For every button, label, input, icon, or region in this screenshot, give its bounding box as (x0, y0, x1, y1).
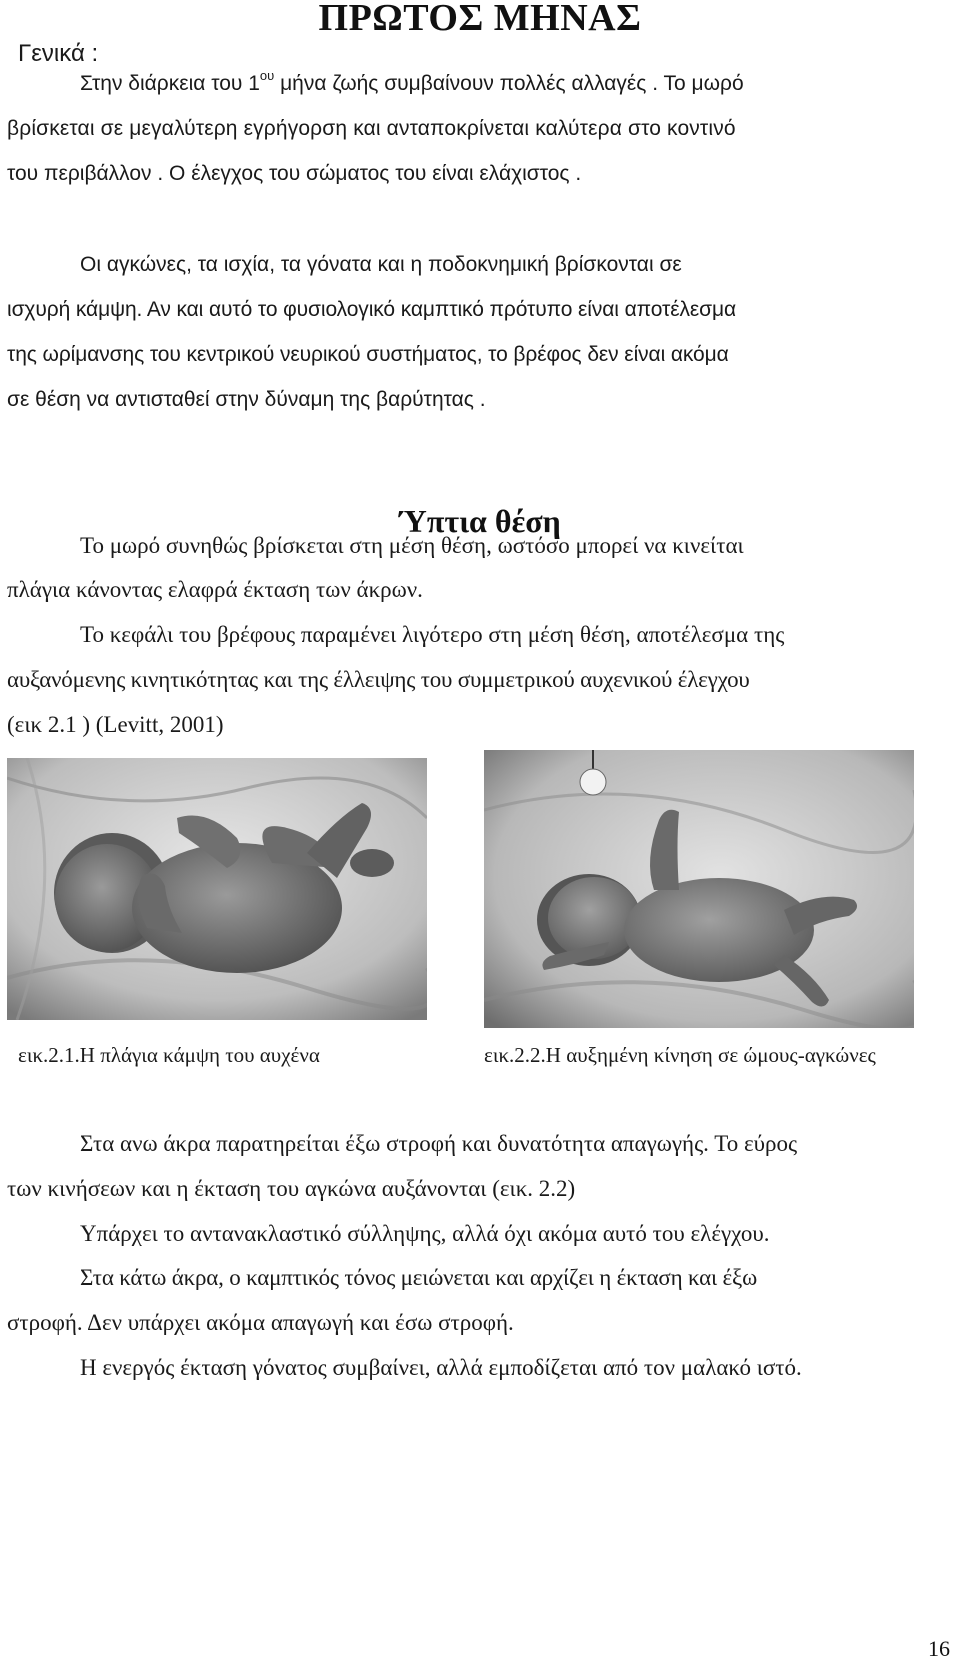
infant-lateral-flexion-image (7, 758, 427, 1020)
arms-p4: Η ενεργός έκταση γόνατος συμβαίνει, αλλά εμποδίζεται από τον μαλακό ιστό. (80, 1355, 802, 1380)
figure-2-2-photo (484, 750, 914, 1028)
supine-p2-line-2: αυξανόμενης κινητικότητας και της έλλειψης του συμμετρικού αυχενικού έλεγχου (7, 667, 750, 692)
arms-p1-line-2: των κινήσεων και η έκταση του αγκώνα αυξάνονται (εικ. 2.2) (7, 1176, 576, 1201)
ordinal-superscript: ου (259, 68, 275, 83)
intro-line-1-text: Στην διάρκεια του $1^{o\upsilon}$ μήνα ζωής συμβαίνουν πολλές αλλαγές . Το μωρό (80, 68, 744, 95)
infant-shoulder-elbow-movement-image (484, 750, 914, 1028)
section-title-supine: Ύπτια θέση (399, 503, 561, 539)
flexion-line-1: Οι αγκώνες, τα ισχία, τα γόνατα και η ποδοκνημική βρίσκονται σε (80, 253, 682, 276)
intro-line-3: του περιβάλλον . Ο έλεγχος του σώματος του είναι ελάχιστος . (7, 162, 582, 185)
arms-p2: Υπάρχει το αντανακλαστικό σύλληψης, αλλά όχι ακόμα αυτό του ελέγχου. (80, 1221, 770, 1246)
figure-2-1-caption: εικ.2.1.Η πλάγια κάμψη του αυχένα (18, 1043, 320, 1067)
flexion-line-4: σε θέση να αντισταθεί στην δύναμη της βαρύτητας . (7, 388, 486, 411)
page-title: ΠΡΩΤΟΣ ΜΗΝΑΣ (318, 0, 642, 39)
supine-p2-line-3: (εικ 2.1 ) (Levitt, 2001) (7, 712, 224, 737)
arms-p3-line-2: στροφή. Δεν υπάρχει ακόμα απαγωγή και έσω στροφή. (7, 1310, 514, 1335)
figure-2-1-photo (7, 758, 427, 1020)
page-number: 16 (928, 1636, 950, 1661)
arms-p1-line-1: Στα ανω άκρα παρατηρείται έξω στροφή και δυνατότητα απαγωγής. Το εύρος (80, 1131, 798, 1156)
intro-line-2: βρίσκεται σε μεγαλύτερη εγρήγορση και ανταποκρίνεται καλύτερα στο κοντινό (7, 117, 736, 140)
intro-line-1 (80, 68, 946, 96)
flexion-line-3: της ωρίμανσης του κεντρικού νευρικού συστήματος, το βρέφος δεν είναι ακόμα (7, 343, 729, 366)
figure-2-2-caption: εικ.2.2.Η αυξημένη κίνηση σε ώμους-αγκώνες (484, 1043, 876, 1067)
general-heading: Γενικά : (18, 40, 99, 67)
supine-p2-line-1: Το κεφάλι του βρέφους παραμένει λιγότερο στη μέση θέση, αποτέλεσμα της (80, 622, 785, 647)
flexion-line-2: ισχυρή κάμψη. Αν και αυτό το φυσιολογικό καμπτικό πρότυπο είναι αποτέλεσμα (7, 298, 737, 321)
supine-p1-line-1: Το μωρό συνηθώς βρίσκεται στη μέση θέση, ωστόσο μπορεί να κινείται (80, 533, 744, 558)
arms-p3-line-1: Στα κάτω άκρα, ο καμπτικός τόνος μειώνεται και αρχίζει η έκταση και έξω (80, 1265, 758, 1290)
supine-p1-line-2: πλάγια κάνοντας ελαφρά έκταση των άκρων. (7, 577, 423, 602)
